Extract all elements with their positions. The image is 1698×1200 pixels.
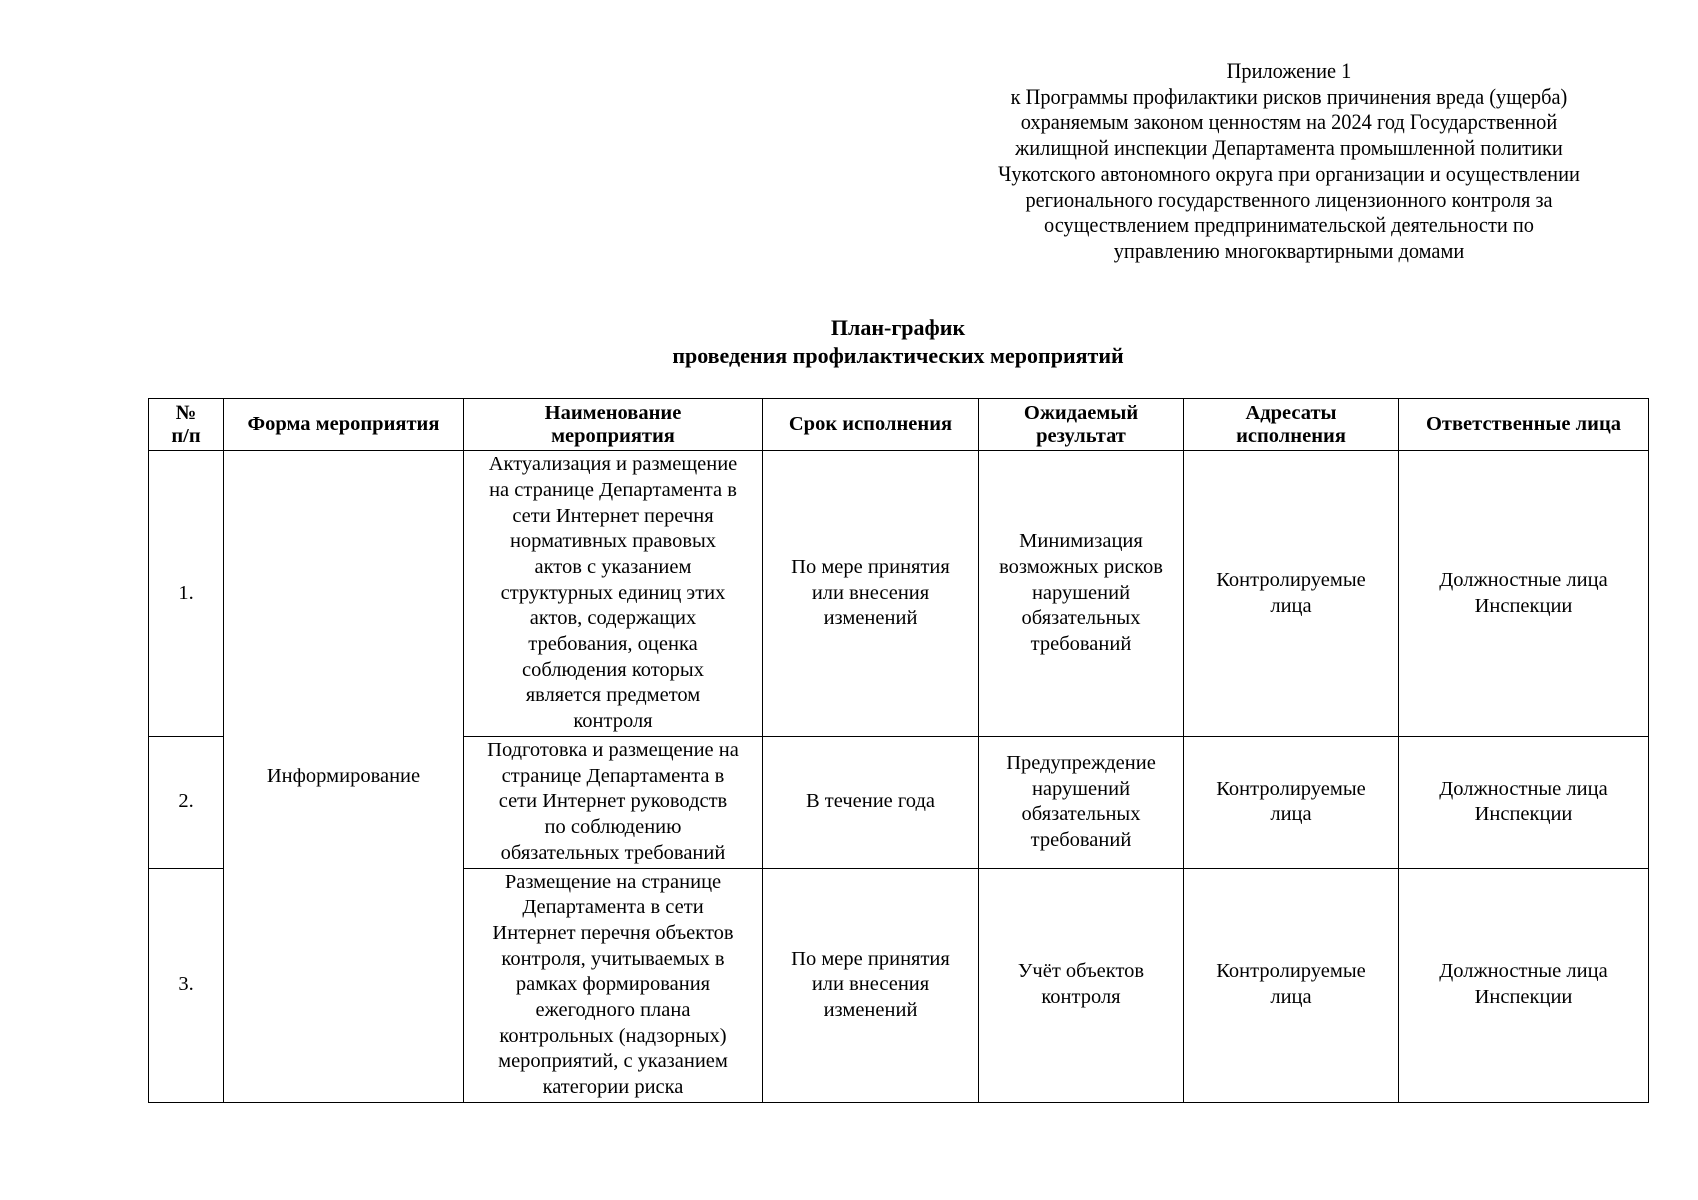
cell-text-line: или внесения (811, 973, 930, 996)
cell-text-line: Инспекции (1474, 803, 1573, 826)
cell-text-line: требований (1030, 633, 1132, 656)
cell-text-line: Размещение на странице (504, 870, 722, 893)
cell-text-line: Инспекции (1474, 594, 1573, 617)
cell-name (464, 451, 763, 737)
appendix-line: Приложение 1 (1226, 58, 1352, 83)
cell-text-line: ежегодного плана (535, 999, 691, 1022)
header-addressees: Адресаты исполнения (1184, 399, 1399, 451)
header-name: Наименование мероприятия (464, 399, 763, 451)
cell-form: Информирование (224, 451, 464, 1103)
cell-text-line: контрольных (надзорных) (499, 1024, 727, 1047)
cell-text-line: требования, оценка (528, 633, 698, 656)
cell-addressees (1184, 868, 1399, 1102)
cell-text-line: обязательных (1021, 607, 1141, 630)
cell-text-line: Предупреждение (1006, 751, 1156, 774)
appendix-line: Чукотского автономного округа при организации и осуществлении (998, 160, 1580, 186)
cell-text-line: на странице Департамента в (489, 478, 737, 501)
cell-text-line: изменений (823, 999, 918, 1022)
cell-deadline (763, 737, 979, 869)
cell-text-line: сети Интернет перечня (512, 504, 714, 527)
table-header-row (149, 399, 1649, 451)
cell-text-line: является предметом (525, 684, 701, 707)
cell-text-line: Актуализация и размещение (488, 453, 738, 476)
cell-text-line: обязательных требований (500, 841, 726, 864)
table-row (149, 451, 1649, 737)
cell-text-line: странице Департамента в (501, 764, 725, 787)
cell-text-line: Интернет перечня объектов (492, 921, 734, 944)
cell-text-line: Контролируемые (1216, 568, 1366, 591)
header-form: Форма мероприятия (224, 399, 464, 451)
cell-num: 1. (149, 451, 224, 737)
cell-text-line: соблюдения которых (522, 658, 704, 681)
appendix-line: к Программы профилактики рисков причинения вреда (ущерба) (1010, 83, 1568, 109)
cell-text-line: обязательных (1021, 803, 1141, 826)
cell-num: 3. (149, 868, 224, 1102)
cell-text-line: Департамента в сети (522, 896, 704, 919)
cell-text-line: или внесения (811, 581, 930, 604)
cell-responsible (1399, 737, 1649, 869)
appendix-header (900, 58, 1678, 264)
cell-text-line: Контролируемые (1216, 960, 1366, 983)
header-deadline: Срок исполнения (763, 399, 979, 451)
cell-text-line: Учёт объектов (1017, 960, 1145, 983)
cell-text-line: лица (1270, 986, 1312, 1009)
cell-result (979, 737, 1184, 869)
plan-title-line2: проведения профилактических мероприятий (672, 343, 1124, 368)
cell-name (464, 868, 763, 1102)
cell-result (979, 451, 1184, 737)
cell-text-line: В течение года (805, 790, 935, 813)
cell-addressees (1184, 451, 1399, 737)
cell-responsible (1399, 868, 1649, 1102)
cell-text-line: контроля, учитываемых в (501, 947, 725, 970)
appendix-line: регионального государственного лицензионного контроля за (1025, 186, 1553, 212)
cell-text-line: рамках формирования (515, 973, 711, 996)
cell-text-line: лица (1270, 803, 1312, 826)
cell-text-line: Должностные лица (1439, 777, 1608, 800)
header-num: № п/п (149, 399, 224, 451)
appendix-line: осуществлением предпринимательской деятельности по (1044, 212, 1534, 238)
plan-table (148, 398, 1649, 1103)
cell-text-line: лица (1270, 594, 1312, 617)
cell-text-line: нарушений (1031, 777, 1131, 800)
header-responsible: Ответственные лица (1399, 399, 1649, 451)
cell-text-line: Должностные лица (1439, 960, 1608, 983)
cell-text-line: изменений (823, 607, 918, 630)
cell-text-line: контроля (573, 710, 653, 733)
cell-text-line: контроля (1041, 986, 1121, 1009)
appendix-line: управлению многоквартирными домами (1113, 237, 1465, 263)
cell-num: 2. (149, 737, 224, 869)
cell-text-line: нарушений (1031, 581, 1131, 604)
header-result: Ожидаемый результат (979, 399, 1184, 451)
cell-text-line: Минимизация (1019, 530, 1143, 553)
cell-text-line: по соблюдению (544, 816, 682, 839)
cell-text-line: возможных рисков (999, 555, 1163, 578)
cell-text-line: Подготовка и размещение на (487, 739, 739, 761)
cell-text-line: По мере принятия (791, 555, 950, 578)
cell-text-line: По мере принятия (791, 947, 950, 970)
cell-text-line: актов, содержащих (529, 607, 697, 630)
plan-title (148, 314, 1648, 370)
cell-result (979, 868, 1184, 1102)
cell-text-line: Контролируемые (1216, 777, 1366, 800)
cell-addressees (1184, 737, 1399, 869)
cell-name (464, 737, 763, 869)
plan-title-line1: План-график (830, 315, 966, 340)
appendix-line: охраняемым законом ценностям на 2024 год Государственной (1020, 109, 1558, 135)
cell-text-line: мероприятий, с указанием (498, 1050, 728, 1073)
cell-text-line: категории риска (542, 1076, 684, 1099)
cell-text-line: нормативных правовых (509, 530, 717, 553)
cell-text-line: структурных единиц этих (500, 581, 726, 604)
appendix-line: жилищной инспекции Департамента промышленной политики (1015, 135, 1563, 161)
cell-text-line: актов с указанием (534, 555, 692, 578)
cell-responsible (1399, 451, 1649, 737)
cell-text-line: сети Интернет руководств (498, 790, 728, 813)
cell-deadline (763, 868, 979, 1102)
cell-text-line: Инспекции (1474, 986, 1573, 1009)
cell-text-line: требований (1030, 828, 1132, 851)
cell-deadline (763, 451, 979, 737)
cell-text-line: Должностные лица (1439, 568, 1608, 591)
